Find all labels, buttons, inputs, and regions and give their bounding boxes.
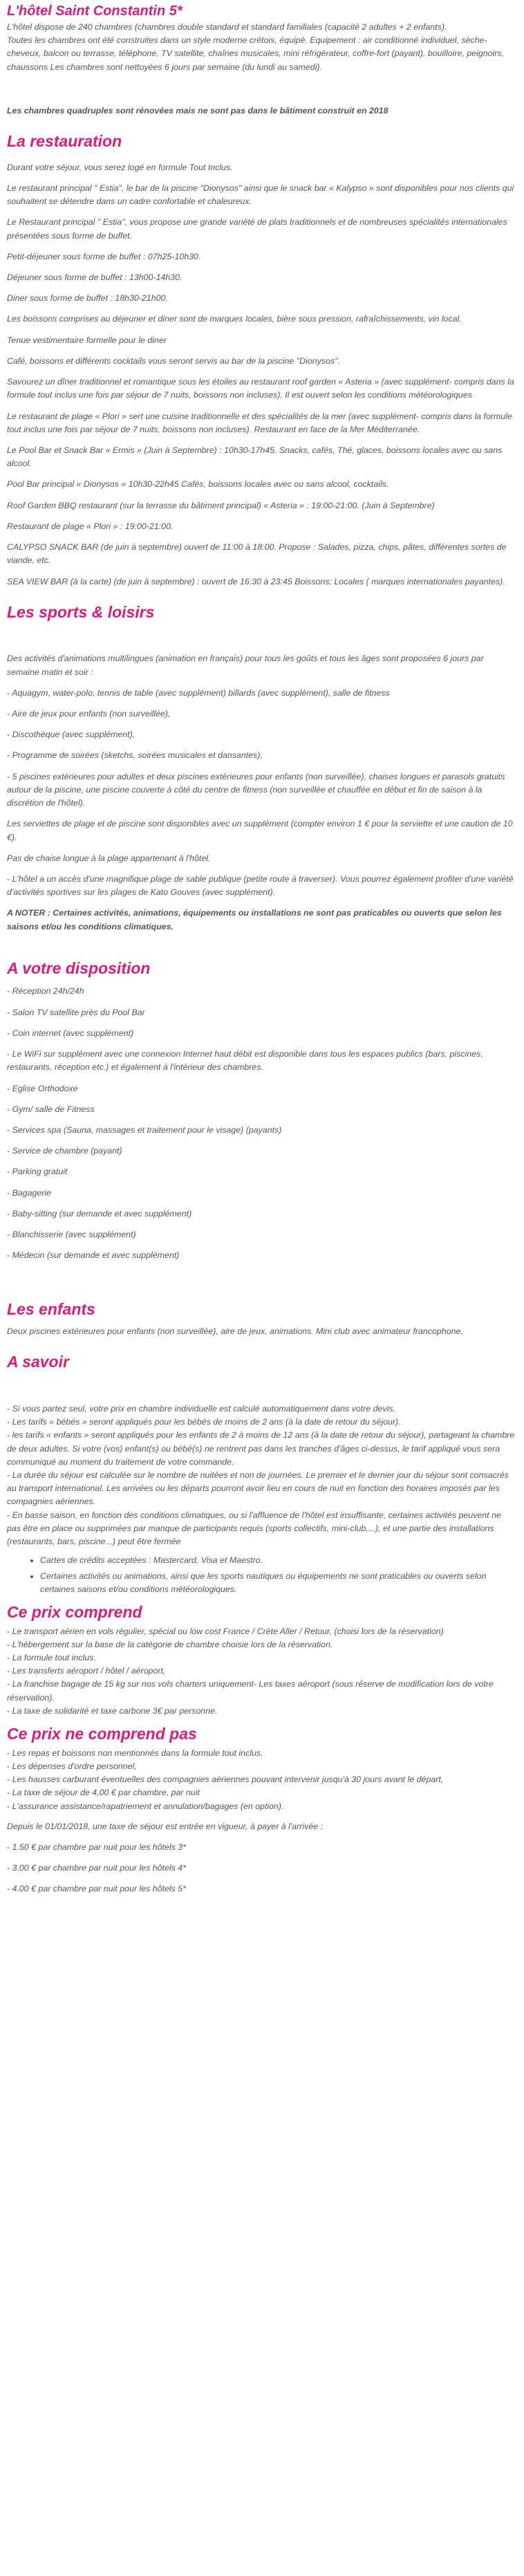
disposition-item: - Eglise Orthodoxe	[7, 1083, 78, 1093]
savoir-bullet: • Cartes de crédits acceptées : Mastercard, Visa et Maestro.	[40, 1554, 517, 1567]
sports-note: A NOTER : Certaines activités, animations, équipements ou installations ne sont pas praticables ou ouverts que selon les saisons et/ou les conditions climatiques.	[7, 908, 502, 932]
disposition-item: - Coin internet (avec supplément)	[7, 1028, 134, 1038]
savoir-lines	[7, 1402, 517, 1548]
tax-rate: - 3.00 € par chambre par nuit pour les hôtels 4*	[7, 1863, 186, 1873]
restauration-paragraph: CALYPSO SNACK BAR (de juin à septembre) ouvert de 11:00 à 18:00. Propose : Salades, pizza, chips, pâtes, différentes sortes de viande, etc.	[7, 542, 507, 566]
disposition-item: - Médecin (sur demande et avec supplément)	[7, 1250, 180, 1261]
savoir-line: - Les tarifs « bébés » seront appliqués pour les bébés de moins de 2 ans (à la date de retour du séjour).	[7, 1417, 401, 1427]
restauration-paragraph: Le Restaurant principal " Estia", vous propose une grande variété de plats traditionnels et de nombreuses spécialités internationales présentées sous forme de buffet.	[7, 217, 507, 241]
tax-rate: - 1.50 € par chambre par nuit pour les hôtels 3*	[7, 1842, 186, 1852]
sports-paragraph: Les serviettes de plage et de piscine sont disponibles avec un supplément (compter environ 1 € pour la serviette et une caution de 10 €).	[7, 819, 513, 842]
prix-ne-comprend-line: - Les dépenses d'ordre personnel,	[7, 1761, 137, 1771]
disposition-item: - Baby-sitting (sur demande et avec supplément)	[7, 1208, 192, 1218]
disposition-item: - Bagagerie	[7, 1187, 52, 1198]
disposition-item: - Le WiFi sur supplément avec une connexion Internet haut débit est disponible dans tous les espaces publics (bars, piscines, restaurants, réception etc.) et également à l'intérieur des chambres.	[7, 1049, 483, 1073]
disposition-item: - Salon TV satellite près du Pool Bar	[7, 1007, 145, 1017]
prix-ne-comprend-line: - Les repas et boissons non mentionnés dans la formule tout inclus,	[7, 1748, 263, 1758]
restauration-paragraph: Le restaurant de plage « Plori » sert une cuisine traditionnelle et des spécialités de la mer (avec supplément- compris dans la formule tout inclus une fois par séjour de 7 nuits, boissons non incluses). Restaurant en face de la Mer Méditerranée.	[7, 411, 512, 434]
sports-paragraph: - L'hôtel a un accès d'une magnifique plage de sable publique (petite route à traverser). Vous pourrez également profiter d'une variété d'activités sportives sur les plages de Kato Gouves (avec supplément).	[7, 873, 514, 898]
sports-paragraph: - Aire de jeux pour enfants (non surveillée),	[7, 708, 171, 719]
restauration-paragraph: Les boissons comprises au déjeuner et diner sont de marques locales, bière sous pression, rafraîchissements, vin local.	[7, 314, 462, 324]
tax-intro: Depuis le 01/01/2018, une taxe de séjour est entrée en vigueur, à payer à l'arrivée :	[7, 1821, 323, 1831]
restauration-title: La restauration	[7, 132, 122, 151]
enfants-title: Les enfants	[7, 1300, 95, 1319]
restauration-section	[7, 161, 517, 589]
savoir-bullet: • Certaines activités ou animations, ainsi que les sports nautiques ou équipements ne sont praticables ou ouverts selon certaines saisons et/ou conditions météorologiques.	[40, 1570, 517, 1596]
disposition-item: - Réception 24h/24h	[7, 986, 84, 997]
restauration-paragraph: Roof Garden BBQ restaurant (sur la terrasse du bâtiment principal) « Asteria » : 19:00-21:00. (Juin à Septembre)	[7, 500, 435, 510]
disposition-item: - Parking gratuit	[7, 1167, 68, 1177]
restauration-paragraph: Tenue vestimentaire formelle pour le diner	[7, 335, 167, 345]
restauration-paragraph: SEA VIEW BAR (à la carte) (de juin à septembre) : ouvert de 16:30 à 23:45 Boissons: Locales ( marques internationales payantes).	[7, 576, 505, 586]
prix-ne-comprend-title: Ce prix ne comprend pas	[7, 1725, 197, 1743]
restauration-paragraph: Restaurant de plage « Plori » : 19:00-21:00.	[7, 521, 174, 531]
prix-ne-comprend-line: - L'assurance assistance/rapatriement et annulation/bagages (en option).	[7, 1801, 284, 1811]
hotel-title: L'hôtel Saint Constantin 5*	[7, 3, 183, 19]
disposition-item: - Service de chambre (payant)	[7, 1146, 122, 1156]
sports-paragraph: Des activités d'animations multilingues (animation en français) pour tous les goûts et tous les âges sont proposées 6 jours par semaine matin et soir :	[7, 654, 484, 677]
restauration-paragraph: Pool Bar principal « Dionysos » 10h30-22h45 Cafés, boissons locales avec ou sans alcool, cocktails.	[7, 479, 389, 490]
disposition-item: - Gym/ salle de Fitness	[7, 1104, 95, 1114]
savoir-line: - En basse saison, en fonction des conditions climatiques, ou si l'affluence de l'hôtel est insuffisante, certaines activités peuvent ne pas être en place ou supprimées par manque de participants requis (sports collectifs, mini-club,...), et une partie des installations (restaurants, bars, piscine...) peut être fermée	[7, 1510, 501, 1547]
disposition-title: A votre disposition	[7, 958, 151, 977]
savoir-title: A savoir	[7, 1353, 69, 1371]
disposition-list	[7, 985, 517, 1262]
restauration-paragraph: Savourez un dîner traditionnel et romantique sous les étoiles au restaurant roof garden « Asteria » (avec supplément- compris dans la formule tout inclus une fois par séjour de 7 nuits, boissons non incluses). Il est ouvert selon les conditions météorologiques	[7, 377, 514, 400]
hotel-intro	[7, 21, 517, 74]
enfants-text: Deux piscines extérieures pour enfants (non surveillée), aire de jeux, animations. Mini club avec animateur francophone.	[7, 1326, 463, 1337]
prix-comprend-line: - L'hébergement sur la base de la catégorie de chambre choisie lors de la réservation.	[7, 1639, 333, 1649]
savoir-bullets	[7, 1554, 517, 1596]
prix-ne-comprend-lines	[7, 1747, 517, 1813]
savoir-line: - Si vous partez seul, votre prix en chambre individuelle est calculé automatiquement dans votre devis.	[7, 1403, 395, 1414]
tax-rate: - 4.00 € par chambre par nuit pour les hôtels 5*	[7, 1884, 186, 1894]
sports-paragraph: - 5 piscines extérieures pour adultes et deux piscines extérieures pour enfants (non surveillée), chaises longues et parasols gratuits autour de la piscine, une piscine couverte à côté du centre de fitness (non surveillée et chauffée en début et fin de saison à la discrétion de l'hôtel).	[7, 771, 505, 808]
sports-paragraph: - Programme de soirées (sketchs, soirées musicales et dansantes),	[7, 750, 263, 761]
disposition-item: - Services spa (Sauna, massages et traitement pour le visage) (payants)	[7, 1124, 282, 1135]
restauration-paragraph: Le Pool Bar et Snack Bar « Ermis » (Juin à Septembre) : 10h30-17h45. Snacks, cafés, Thé, glaces, boissons locales avec ou sans alcool.	[7, 445, 503, 469]
sports-paragraph: - Discothèque (avec supplément),	[7, 730, 135, 740]
prix-comprend-line: - La formule tout inclus.	[7, 1652, 96, 1662]
sports-section	[7, 652, 517, 934]
savoir-line: - les tarifs « enfants » seront appliqués pour les enfants de 2 à moins de 12 ans (à la date de retour du séjour), partageant la chambre de deux adultes. Si votre (vos) enfant(s) ou bébé(s) ne rentrent pas dans les tranches d'âges ci-dessus, le tarif appliqué vous sera communiqué au moment du traitement de votre commande.	[7, 1430, 515, 1467]
sports-paragraph: Pas de chaise longue à la plage appartenant à l'hôtel.	[7, 853, 211, 863]
prix-ne-comprend-line: - La taxe de séjour de 4,00 € par chambre, par nuit	[7, 1788, 200, 1798]
restauration-paragraph: Diner sous forme de buffet : 18h30-21h00.	[7, 293, 168, 304]
sports-title: Les sports & loisirs	[7, 602, 155, 621]
hotel-intro-line: Toutes les chambres ont été construites dans un style moderne crétois, équipé. Equipement : air conditionné individuel, sèche-cheveux, balcon ou terrasse, téléphone, TV satellite, chaînes musicales, mini réfrigérateur, coffre-fort (payant), bouilloire, peignoirs, chaussons Les chambres sont nettoyées 6 jours par semaine (du lundi au samedi).	[7, 35, 505, 72]
prix-comprend-lines	[7, 1625, 517, 1718]
prix-comprend-line: - La taxe de solidarité et taxe carbone 3€ par personne.	[7, 1705, 218, 1716]
renovation-note: Les chambres quadruples sont rénovées mais ne sont pas dans le bâtiment construit en 2018	[7, 105, 389, 115]
prix-comprend-line: - Les transferts aéroport / hôtel / aéroport,	[7, 1666, 166, 1676]
prix-comprend-line: - La franchise bagage de 15 kg sur nos vols charters uniquement- Les taxes aéroport (sous réserve de modification lors de votre réservation).	[7, 1679, 494, 1703]
savoir-line: - La durée du séjour est calculée sur le nombre de nuitées et non de journées. Le premier et le dernier jour du séjour sont consacrés au transport international. Les arrivées ou les départs pourront avoir lieu en cours de nuit en fonction des horaires imposés par les compagnies aériennes.	[7, 1470, 509, 1507]
prix-comprend-line: - Le transport aérien en vols régulier, spécial ou low cost France / Crète Aller / Retour, (choisi lors de la réservation)	[7, 1626, 444, 1636]
restauration-paragraph: Café, boissons et différents cocktails vous seront servis au bar de la piscine "Dionysos".	[7, 355, 340, 366]
sports-paragraph: - Aquagym, water-polo, tennis de table (avec supplément) billards (avec supplément), salle de fitness	[7, 687, 390, 698]
restauration-paragraph: Déjeuner sous forme de buffet : 13h00-14h30.	[7, 272, 183, 282]
disposition-item: - Blanchisserie (avec supplément)	[7, 1230, 136, 1240]
restauration-paragraph: Petit-déjeuner sous forme de buffet : 07h25-10h30.	[7, 251, 201, 261]
hotel-intro-line: L'hôtel dispose de 240 chambres (chambres double standard et standard familiales (capacité 2 adultes + 2 enfants).	[7, 22, 447, 32]
prix-ne-comprend-line: - Les hausses carburant éventuelles des compagnies aériennes pouvant intervenir jusqu'à 30 jours avant le départ,	[7, 1775, 444, 1785]
restauration-paragraph: Le restaurant principal " Estia", le bar de la piscine "Dionysos" ainsi que le snack bar « Kalypso » sont disponibles pour nos clients qui souhaitent se détendre dans un cadre confortable et chaleureux.	[7, 183, 514, 207]
prix-comprend-title: Ce prix comprend	[7, 1602, 142, 1621]
restauration-paragraph: Durant votre séjour, vous serez logé en formule Tout Inclus.	[7, 162, 233, 172]
